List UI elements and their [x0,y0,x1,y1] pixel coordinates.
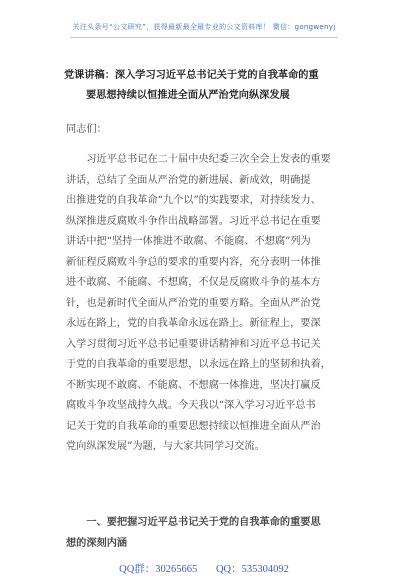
paragraph-line: 讲话中把“坚持一体推进不敢腐、不能腐、不想腐”列为 [66,236,311,247]
qq-number: QQ：535304092 [215,564,289,575]
paragraph-line: 记关于党的自我革命的重要思想持续以恒推进全面从严治 [66,420,321,432]
paragraph-line: 新征程反腐败斗争总的要求的重要内容，充分表明一体推 [66,256,321,268]
title-line: 党课讲稿：深入学习习近平总书记关于党的自我革命的重 [64,70,319,81]
paragraph-line: 入学习贯彻习近平总书记重要讲话精神和习近平总书记关 [66,338,321,350]
title-line: 要思想持续以恒推进全面从严治党向纵深发展 [86,90,290,101]
paragraph-line: 出推进党的自我革命“九个以”的实践要求，对持续发力、 [66,195,321,206]
paragraph-line: 进不敢腐、不能腐、不想腐，不仅是反腐败斗争的基本方 [66,277,321,288]
paragraph-line: 纵深推进反腐败斗争作出战略部署。习近平总书记在重要 [66,215,321,227]
section-heading [66,512,342,553]
section-heading-line: 想的深刻内涵 [66,536,128,549]
paragraph-line: 永远在路上，党的自我革命永远在路上。新征程上，要深 [66,318,321,329]
header-divider [70,37,338,38]
paragraph-line: 腐败斗争攻坚战持久战。今天我以“深入学习习近平总书 [66,400,316,411]
paragraph-line: 讲话，总结了全面从严治党的新进展、新成效，明确提 [66,174,311,186]
paragraph-line: 习近平总书记在二十届中央纪委三次全会上发表的重要 [66,154,331,165]
paragraph-line: 于党的自我革命的重要思想，以永远在路上的坚韧和执着， [66,359,331,370]
paragraph-line: 针，也是新时代全面从严治党的重要方略。全面从严治党 [66,297,321,309]
paragraph-line: 不断实现不敢腐、不能腐、不想腐一体推进，坚决打赢反 [66,379,321,391]
salutation: 同志们： [66,124,107,135]
body-paragraph [66,150,342,458]
section-heading-line: 一、要把握习近平总书记关于党的自我革命的重要思 [66,516,321,528]
qq-group-number: QQ群：30265665 [119,564,198,575]
footer-contact [0,561,408,576]
header-banner: 关注头条号“公文研究”，获得最新最全最专业的公文资料库！ 微信：gongwenyj [72,23,336,31]
document-title [64,66,350,106]
paragraph-line: 党向纵深发展”为题，与大家共同学习交流。 [66,441,265,452]
